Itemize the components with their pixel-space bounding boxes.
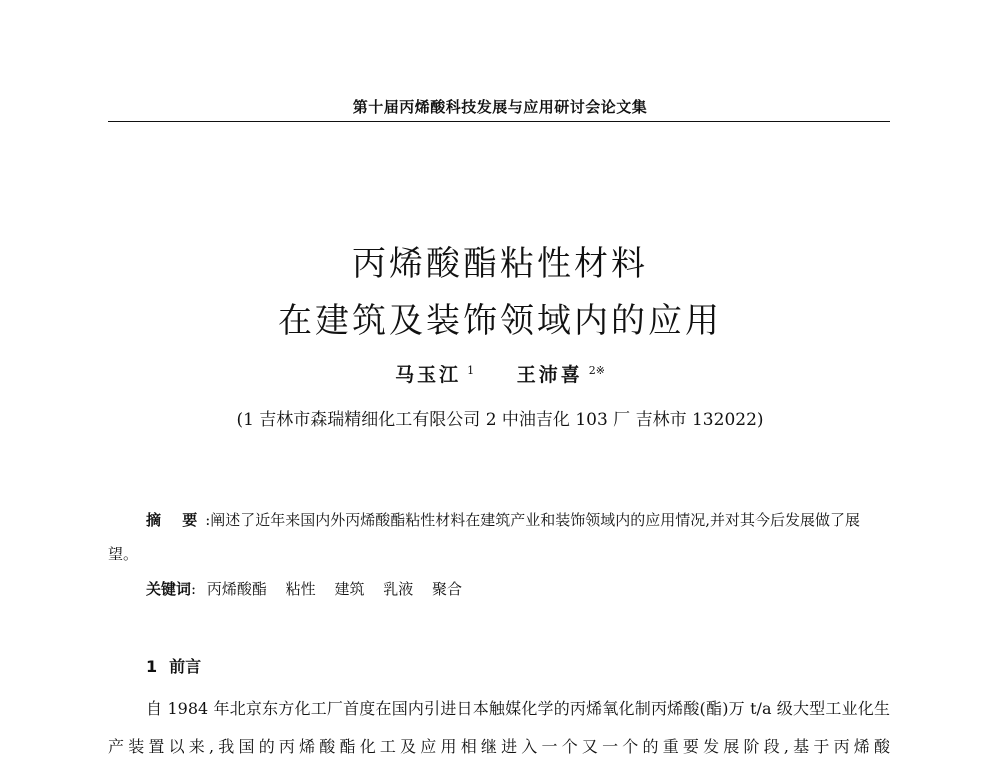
keywords-label: 关键词	[146, 580, 192, 598]
keywords-separator: :	[191, 580, 197, 598]
paper-title-line-1: 丙烯酸酯粘性材料	[352, 244, 648, 284]
author-2-mark: 2※	[588, 363, 605, 377]
keyword: 乳液	[383, 580, 414, 598]
keyword: 粘性	[285, 580, 316, 598]
author-list	[0, 360, 1000, 387]
keyword: 聚合	[432, 580, 463, 598]
abstract	[108, 503, 890, 571]
header-rule	[108, 121, 890, 122]
section-title: 前言	[169, 657, 202, 676]
affiliation: (1 吉林市森瑞精细化工有限公司 2 中油吉化 103 厂 吉林市 132022)	[236, 410, 764, 430]
author-2-name: 王沛喜	[516, 364, 583, 386]
keyword: 丙烯酸酯	[206, 580, 267, 598]
keywords	[146, 578, 476, 599]
keyword: 建筑	[334, 580, 365, 598]
paper-title-line-2: 在建筑及装饰领域内的应用	[278, 301, 722, 341]
abstract-text: :阐述了近年来国内外丙烯酸酯粘性材料在建筑产业和装饰领域内的应用情况,并对其今后发展做了展望。	[108, 511, 861, 563]
body-paragraph: 自 1984 年北京东方化工厂首度在国内引进日本触媒化学的丙烯氧化制丙烯酸(酯)万 t/a 级大型工业化生产装置以来,我国的丙烯酸酯化工及应用相继进入一个又一个的重要发展阶段,基于丙烯酸	[108, 699, 890, 756]
section-number: 1	[146, 657, 158, 676]
section-heading	[146, 654, 201, 677]
author-1	[395, 360, 474, 387]
abstract-label: 摘 要	[146, 511, 206, 529]
author-1-name: 马玉江	[395, 364, 462, 386]
author-1-mark: 1	[467, 363, 475, 377]
author-2	[517, 360, 605, 387]
running-header: 第十届丙烯酸科技发展与应用研讨会论文集	[352, 98, 648, 116]
